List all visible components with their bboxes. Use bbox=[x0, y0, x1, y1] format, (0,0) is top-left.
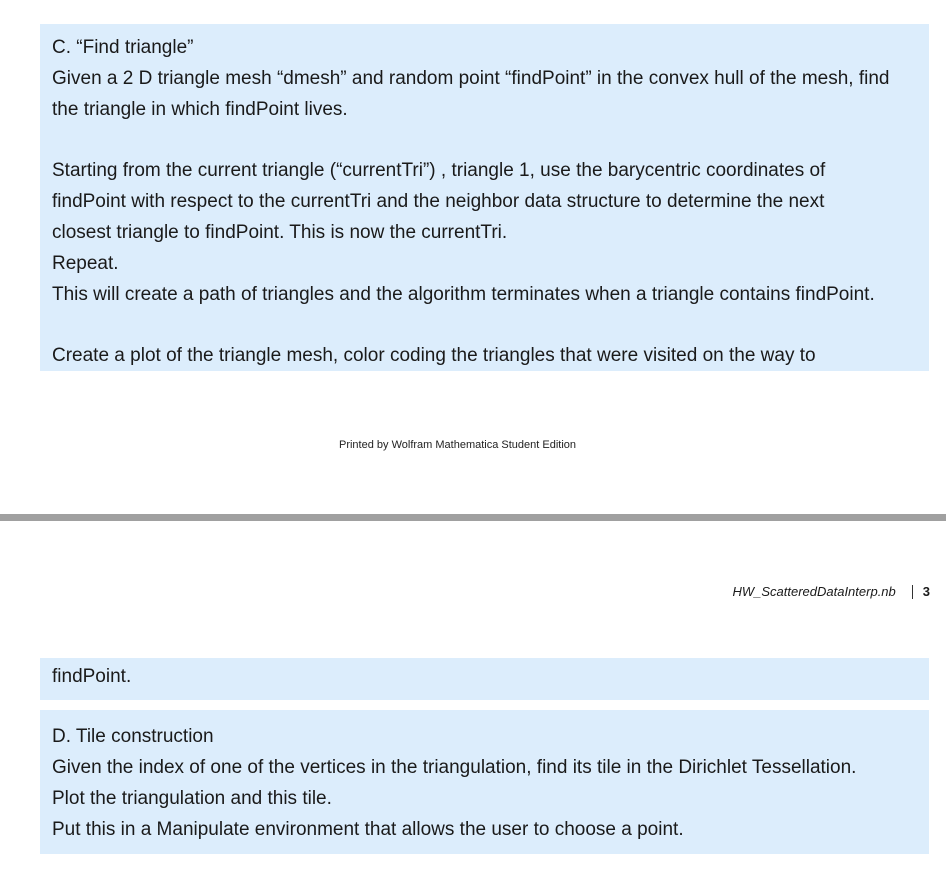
section-c-continuation: findPoint. bbox=[52, 666, 132, 687]
section-c-line: Starting from the current triangle (“currentTri”) , triangle 1, use the barycentric coordinates of bbox=[52, 160, 826, 181]
text-cell-find-triangle-continued[interactable] bbox=[40, 658, 929, 700]
page-number: 3 bbox=[922, 584, 930, 599]
section-d-line: Put this in a Manipulate environment that allows the user to choose a point. bbox=[52, 819, 684, 840]
section-d-title: D. Tile construction bbox=[52, 726, 214, 747]
section-c-line: findPoint with respect to the currentTri and the neighbor data structure to determine the next bbox=[52, 191, 825, 212]
section-d-line: Given the index of one of the vertices in the triangulation, find its tile in the Dirichlet Tessellation. bbox=[52, 757, 857, 778]
page-header bbox=[732, 584, 930, 599]
section-c-line: Given a 2 D triangle mesh “dmesh” and random point “findPoint” in the convex hull of the mesh, find bbox=[52, 68, 890, 89]
paragraph-gap bbox=[52, 125, 921, 155]
section-c-title: C. “Find triangle” bbox=[52, 37, 194, 58]
section-c-line: Repeat. bbox=[52, 253, 119, 274]
header-separator bbox=[912, 585, 913, 599]
section-c-line: the triangle in which findPoint lives. bbox=[52, 99, 348, 120]
section-d-line: Plot the triangulation and this tile. bbox=[52, 788, 332, 809]
page-break-divider bbox=[0, 514, 946, 521]
text-cell-find-triangle[interactable] bbox=[40, 24, 929, 371]
section-c-line: Create a plot of the triangle mesh, color coding the triangles that were visited on the way to bbox=[52, 345, 816, 366]
printed-by-footer: Printed by Wolfram Mathematica Student Edition bbox=[338, 439, 577, 451]
text-cell-tile-construction[interactable] bbox=[40, 710, 929, 854]
paragraph-gap bbox=[52, 310, 921, 340]
section-c-line: This will create a path of triangles and the algorithm terminates when a triangle contains findPoint. bbox=[52, 284, 875, 305]
notebook-filename: HW_ScatteredDataInterp.nb bbox=[732, 584, 896, 599]
section-c-line: closest triangle to findPoint. This is now the currentTri. bbox=[52, 222, 508, 243]
